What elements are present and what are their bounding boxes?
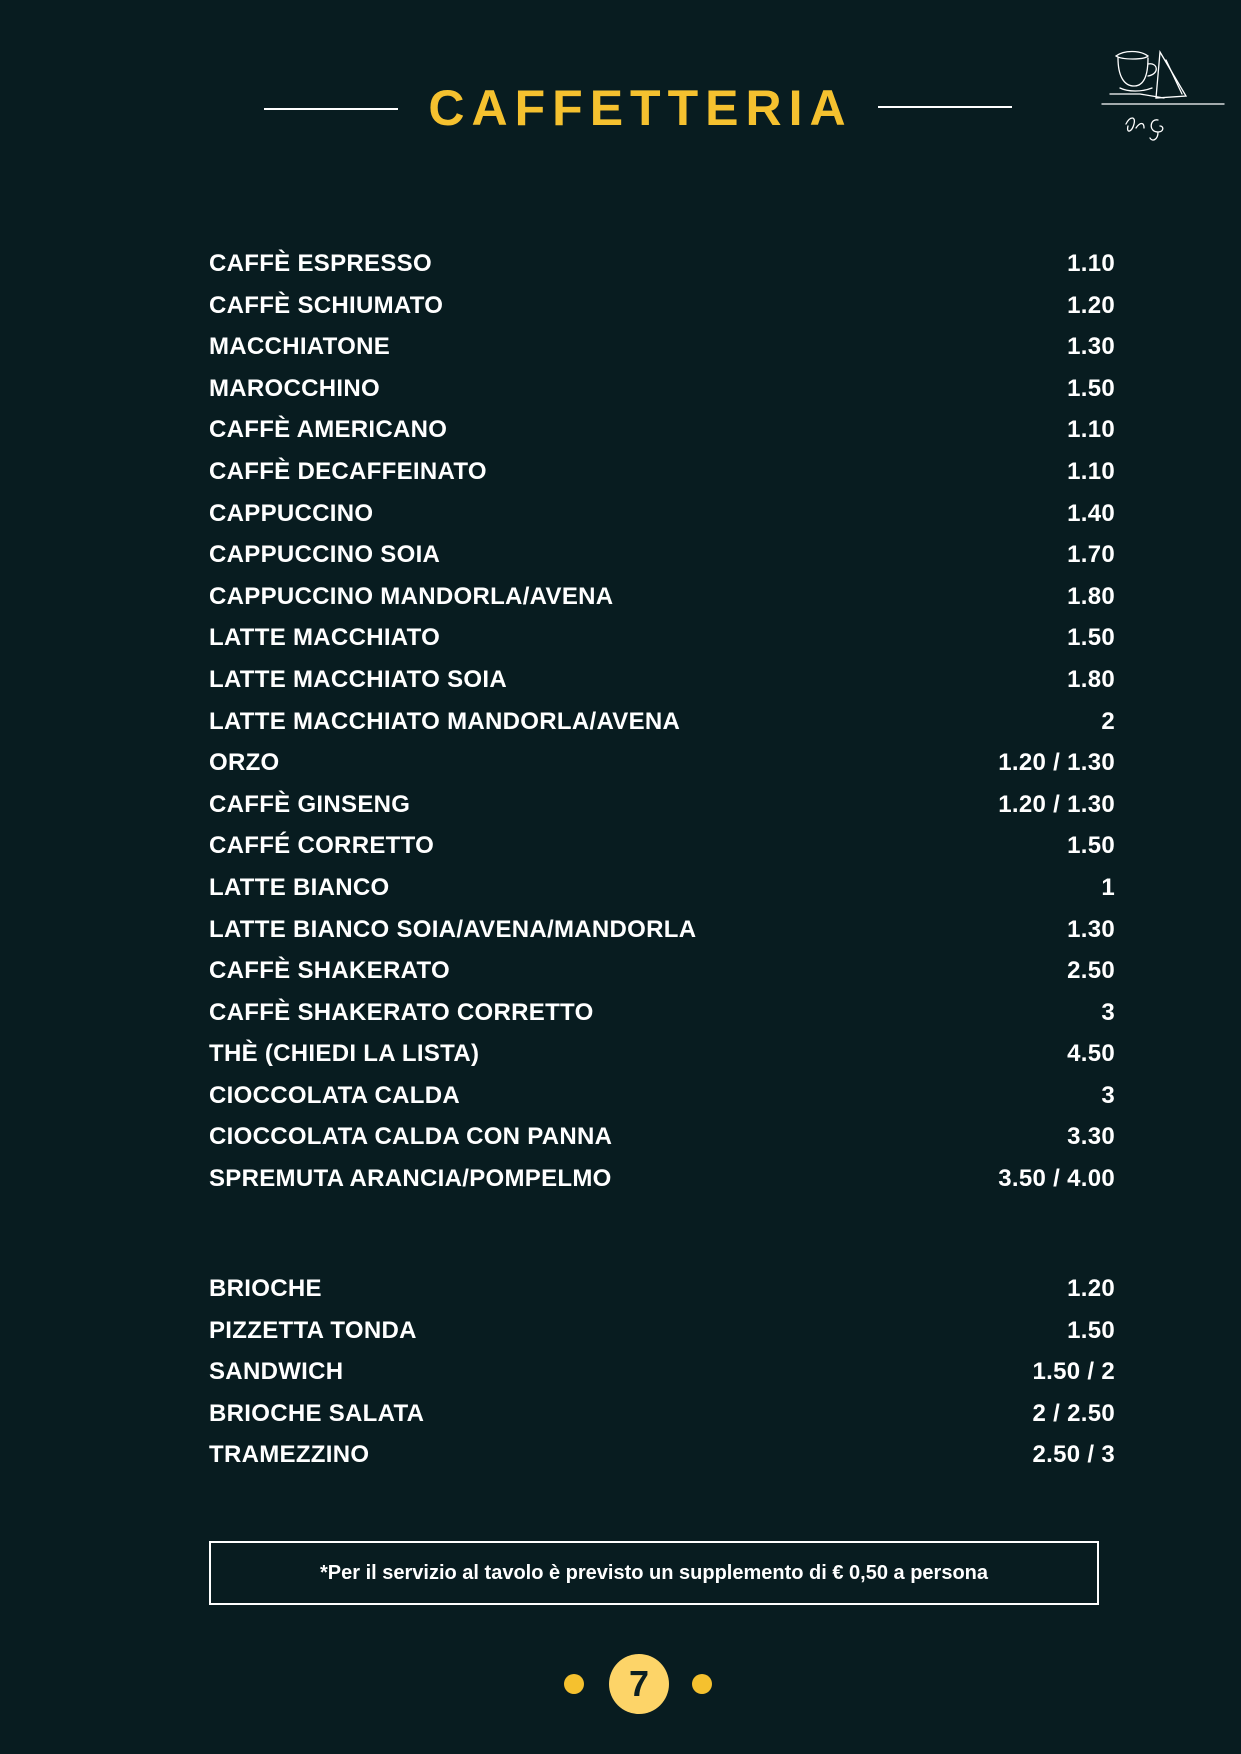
menu-item bbox=[209, 620, 1115, 662]
menu-item-price: 1.80 bbox=[1067, 665, 1115, 693]
menu-item-price: 1.10 bbox=[1067, 457, 1115, 485]
menu-item-name: MACCHIATONE bbox=[209, 333, 391, 361]
menu-item bbox=[209, 371, 1115, 413]
menu-item-price: 1.10 bbox=[1067, 250, 1115, 277]
menu-item-name: CAFFÈ AMERICANO bbox=[209, 416, 448, 444]
menu-item bbox=[209, 246, 1115, 288]
menu-item-name: CAPPUCCINO bbox=[209, 499, 374, 527]
menu-item bbox=[209, 1161, 1115, 1203]
menu-item-price: 1.20 / 1.30 bbox=[998, 790, 1115, 818]
table-service-note: *Per il servizio al tavolo è previsto un supplemento di € 0,50 a persona bbox=[209, 1541, 1099, 1605]
menu-item-price: 1.40 bbox=[1067, 499, 1115, 527]
menu-item bbox=[209, 953, 1115, 995]
menu-item-name: CAPPUCCINO SOIA bbox=[209, 541, 441, 569]
menu-item-name: TRAMEZZINO bbox=[209, 1441, 370, 1469]
drinks-menu bbox=[209, 246, 1115, 1203]
menu-item bbox=[209, 1354, 1115, 1396]
menu-item-name: LATTE BIANCO SOIA/AVENA/MANDORLA bbox=[209, 915, 697, 943]
menu-item-price: 2 / 2.50 bbox=[1032, 1399, 1115, 1427]
menu-item-name: CAFFÈ ESPRESSO bbox=[209, 250, 432, 277]
menu-item bbox=[209, 579, 1115, 621]
menu-item bbox=[209, 662, 1115, 704]
menu-item-name: CAFFÈ SHAKERATO bbox=[209, 957, 450, 985]
menu-item bbox=[209, 1119, 1115, 1161]
menu-item-price: 2.50 bbox=[1067, 957, 1115, 985]
menu-item-price: 3.30 bbox=[1067, 1123, 1115, 1151]
menu-item bbox=[209, 454, 1115, 496]
menu-item bbox=[209, 288, 1115, 330]
food-menu bbox=[209, 1271, 1115, 1479]
menu-item-name: LATTE MACCHIATO SOIA bbox=[209, 665, 507, 693]
menu-item-price: 4.50 bbox=[1067, 1040, 1115, 1068]
menu-item-name: PIZZETTA TONDA bbox=[209, 1316, 417, 1344]
menu-item bbox=[209, 1437, 1115, 1479]
pager-dot-right bbox=[692, 1674, 712, 1694]
menu-item bbox=[209, 412, 1115, 454]
menu-item-price: 3 bbox=[1101, 998, 1115, 1026]
menu-item-price: 1.20 / 1.30 bbox=[998, 749, 1115, 777]
page-number: 7 bbox=[609, 1654, 669, 1714]
menu-item-price: 3.50 / 4.00 bbox=[998, 1165, 1115, 1193]
menu-item-price: 1.70 bbox=[1067, 541, 1115, 569]
menu-item-name: LATTE MACCHIATO bbox=[209, 624, 441, 652]
header bbox=[0, 78, 1241, 138]
menu-item-name: SANDWICH bbox=[209, 1358, 344, 1386]
coffee-cup-sketch-logo-icon bbox=[1100, 46, 1226, 154]
menu-item-name: CIOCCOLATA CALDA bbox=[209, 1081, 460, 1109]
menu-item-name: BRIOCHE bbox=[209, 1275, 322, 1302]
menu-item bbox=[209, 1271, 1115, 1313]
menu-item bbox=[209, 1313, 1115, 1355]
menu-item bbox=[209, 787, 1115, 829]
menu-item-price: 1.50 bbox=[1067, 1316, 1115, 1344]
menu-item bbox=[209, 329, 1115, 371]
page-title: CAFFETTERIA bbox=[428, 80, 853, 136]
menu-item bbox=[209, 745, 1115, 787]
menu-item bbox=[209, 1078, 1115, 1120]
menu-item-price: 1.20 bbox=[1067, 291, 1115, 319]
menu-item-name: SPREMUTA ARANCIA/POMPELMO bbox=[209, 1165, 612, 1193]
menu-item-name: ORZO bbox=[209, 749, 280, 777]
menu-item-price: 1.20 bbox=[1067, 1275, 1115, 1302]
menu-item bbox=[209, 1396, 1115, 1438]
menu-item bbox=[209, 995, 1115, 1037]
menu-item-price: 1.80 bbox=[1067, 582, 1115, 610]
menu-item-price: 2 bbox=[1101, 707, 1115, 735]
menu-item bbox=[209, 1036, 1115, 1078]
menu-item-name: CAFFÈ GINSENG bbox=[209, 790, 411, 818]
pager-dot-left bbox=[564, 1674, 584, 1694]
menu-item-name: CAFFÈ DECAFFEINATO bbox=[209, 457, 487, 485]
menu-item-name: LATTE BIANCO bbox=[209, 873, 390, 901]
menu-item-price: 1.30 bbox=[1067, 333, 1115, 361]
menu-item-price: 1 bbox=[1101, 873, 1115, 901]
page-indicator bbox=[0, 1654, 1241, 1714]
title-rule-right bbox=[878, 106, 1012, 108]
menu-item-name: THÈ (CHIEDI LA LISTA) bbox=[209, 1040, 480, 1068]
menu-item-name: CAFFÈ SCHIUMATO bbox=[209, 291, 444, 319]
menu-item-price: 1.50 bbox=[1067, 624, 1115, 652]
menu-item-name: CAFFÈ SHAKERATO CORRETTO bbox=[209, 998, 594, 1026]
menu-item-price: 1.50 bbox=[1067, 374, 1115, 402]
menu-item-name: LATTE MACCHIATO MANDORLA/AVENA bbox=[209, 707, 681, 735]
menu-item bbox=[209, 828, 1115, 870]
menu-item-price: 1.30 bbox=[1067, 915, 1115, 943]
menu-item bbox=[209, 870, 1115, 912]
menu-item-name: CAFFÉ CORRETTO bbox=[209, 832, 435, 860]
menu-item bbox=[209, 537, 1115, 579]
menu-item-name: MAROCCHINO bbox=[209, 374, 380, 402]
menu-item-name: BRIOCHE SALATA bbox=[209, 1399, 425, 1427]
menu-item-price: 2.50 / 3 bbox=[1032, 1441, 1115, 1469]
menu-item-name: CAPPUCCINO MANDORLA/AVENA bbox=[209, 582, 614, 610]
menu-item-price: 1.50 bbox=[1067, 832, 1115, 860]
menu-item-price: 1.10 bbox=[1067, 416, 1115, 444]
menu-item bbox=[209, 704, 1115, 746]
menu-item-name: CIOCCOLATA CALDA CON PANNA bbox=[209, 1123, 613, 1151]
menu-item-price: 3 bbox=[1101, 1081, 1115, 1109]
menu-item bbox=[209, 912, 1115, 954]
menu-item bbox=[209, 496, 1115, 538]
menu-item-price: 1.50 / 2 bbox=[1032, 1358, 1115, 1386]
